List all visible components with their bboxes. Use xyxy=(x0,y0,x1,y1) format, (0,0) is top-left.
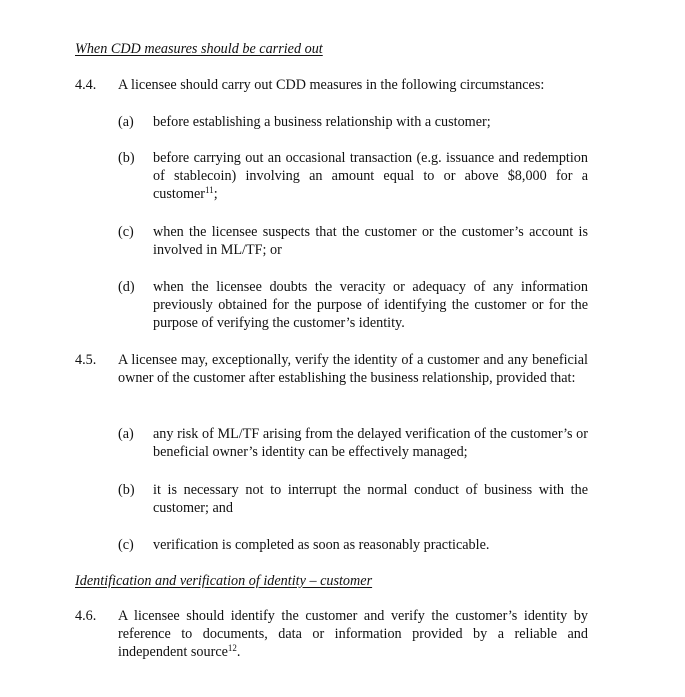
item-label: (c) xyxy=(118,537,134,553)
paragraph-text: A licensee should carry out CDD measures in the following circumstances: xyxy=(118,77,545,93)
paragraph-text: A licensee may, exceptionally, verify the identity of a customer and any beneficial owner of the customer after establishing the business relationship, provided that: xyxy=(118,352,588,387)
footnote-ref-12: 12 xyxy=(227,643,237,654)
item-label: (a) xyxy=(118,114,134,130)
paragraph-body: A licensee should identify the customer and verify the customer’s identity by reference to documents, data or information provided by a reliable and independent source xyxy=(118,608,588,661)
item-text: when the licensee suspects that the customer or the customer’s account is involved in ML/TF; or xyxy=(153,224,588,259)
item-punct: ; xyxy=(213,186,218,203)
item-text: it is necessary not to interrupt the normal conduct of business with the customer; and xyxy=(153,482,588,517)
item-label: (c) xyxy=(118,224,134,240)
paragraph-number: 4.6. xyxy=(75,608,97,624)
paragraph-number: 4.5. xyxy=(75,352,97,368)
item-text xyxy=(153,149,588,204)
item-label: (b) xyxy=(118,150,135,166)
item-label: (d) xyxy=(118,279,135,295)
paragraph-number: 4.4. xyxy=(75,77,97,93)
section-heading-identification: Identification and verification of identity – customer xyxy=(75,573,373,589)
paragraph-text xyxy=(118,607,588,662)
item-label: (b) xyxy=(118,482,135,498)
item-text: verification is completed as soon as reasonably practicable. xyxy=(153,537,490,553)
footnote-ref-11: 11 xyxy=(205,185,214,196)
item-text: before establishing a business relationship with a customer; xyxy=(153,114,491,130)
item-text: any risk of ML/TF arising from the delayed verification of the customer’s or beneficial owner’s identity can be effectively managed; xyxy=(153,426,588,461)
item-label: (a) xyxy=(118,426,134,442)
section-heading-cdd-timing: When CDD measures should be carried out xyxy=(75,41,323,57)
item-body: before carrying out an occasional transaction (e.g. issuance and redemption of stablecoin) involving an amount equal to or above $8,000 for a customer xyxy=(153,150,588,203)
paragraph-punct: . xyxy=(236,644,241,661)
item-text: when the licensee doubts the veracity or adequacy of any information previously obtained for the purpose of identifying the customer or for the purpose of verifying the customer’s identity. xyxy=(153,279,588,332)
